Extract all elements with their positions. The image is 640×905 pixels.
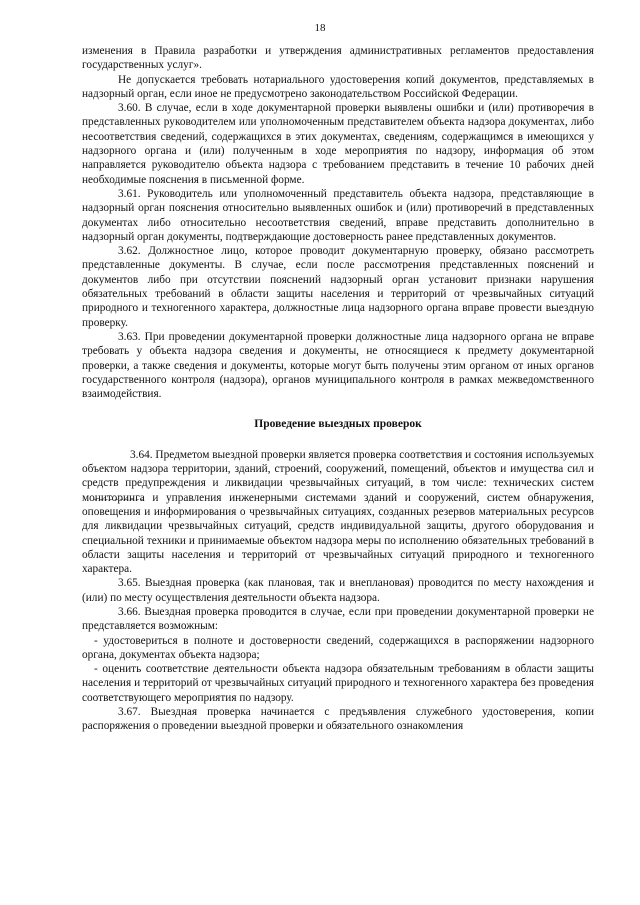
- page-number: 18: [314, 22, 326, 34]
- paragraph-3-63: 3.63. При проведении документарной проверки должностные лица надзорного органа не вправе требовать у объекта надзора сведения и документы, не относящиеся к предмету документарной проверки, а также сведения и документы, которые могут быть получены этим органом от иных органов государственного контроля (надзора), органов муниципального контроля в рамках межведомственного взаимодействия.: [82, 330, 594, 401]
- section-heading: Проведение выездных проверок: [254, 418, 422, 431]
- paragraph-3-65: 3.65. Выездная проверка (как плановая, так и внеплановая) проводится по месту нахождения и (или) по месту осуществления деятельности объекта надзора.: [82, 577, 594, 604]
- paragraph-3-67: 3.67. Выездная проверка начинается с предъявления служебного удостоверения, копии распоряжения о проведении выездной проверки и обязательного ознакомления: [82, 706, 594, 733]
- paragraph-3-64: 3.64. Предметом выездной проверки является проверка соответствия и состояния используемых объектом надзора территории, зданий, строений, сооружений, помещений, объектов и имущества сил и средств предупреждения и ликвидации чрезвычайных ситуаций, в том числе: технических систем мониторинга и управления инженерными системами зданий и сооружений, систем обнаружения, оповещения и информирования о чрезвычайных ситуациях, созданных резервов материальных ресурсов для ликвидации чрезвычайных ситуаций, средств индивидуальной защиты, другого оборудования и специальной техники и принимаемые объектом надзора меры по исполнению обязательных требований в области защиты населения и территорий от чрезвычайных ситуаций природного и техногенного характера.: [82, 448, 594, 576]
- paragraph-continuation: изменения в Правила разработки и утверждения административных регламентов предоставления государственных услуг».: [82, 45, 594, 72]
- paragraph-3-61: 3.61. Руководитель или уполномоченный представитель объекта надзора, представляющие в надзорный орган пояснения относительно выявленных ошибок и (или) противоречий в представленных документах либо относительно несоответствия сведений, вправе представить дополнительно в надзорный орган документы, подтверждающие достоверность ранее представленных документов.: [82, 187, 594, 243]
- list-item-assess: - оценить соответствие деятельности объекта надзора обязательным требованиям в области защиты населения и территорий от чрезвычайных ситуаций природного и техногенного характера без проведения соответствующего мероприятия по надзору.: [82, 663, 594, 704]
- paragraph-3-66: 3.66. Выездная проверка проводится в случае, если при проведении документарной проверки не представляется возможным:: [82, 605, 594, 633]
- paragraph-3-60: 3.60. В случае, если в ходе документарной проверки выявлены ошибки и (или) противоречия в представленных руководителем или уполномоченным представителем объекта надзора документах, либо несоответствия сведений, содержащихся в этих документах, сведениям, содержащимся в имеющихся у надзорного органа и (или) полученным в ходе мероприятия по надзору, информация об этом направляется руководителю объекта надзора с требованием представить в течение 10 рабочих дней необходимые пояснения в письменной форме.: [82, 102, 594, 186]
- document-body: [82, 44, 594, 734]
- list-item-verify: - удостовериться в полноте и достоверности сведений, содержащихся в распоряжении надзорного органа, документах объекта надзора;: [82, 634, 594, 661]
- paragraph-3-62: 3.62. Должностное лицо, которое проводит документарную проверку, обязано рассмотреть представленные документы. В случае, если после рассмотрения представленных пояснений и документов либо при отсутствии пояснений надзорный орган установит признаки нарушения обязательных требований в области защиты населения и территорий от чрезвычайных ситуаций природного и техногенного характера, должностные лица надзорного органа вправе провести выездную проверку.: [82, 245, 594, 329]
- paragraph-notary: Не допускается требовать нотариального удостоверения копий документов, представляемых в надзорный орган, если иное не предусмотрено законодательством Российской Федерации.: [82, 73, 594, 100]
